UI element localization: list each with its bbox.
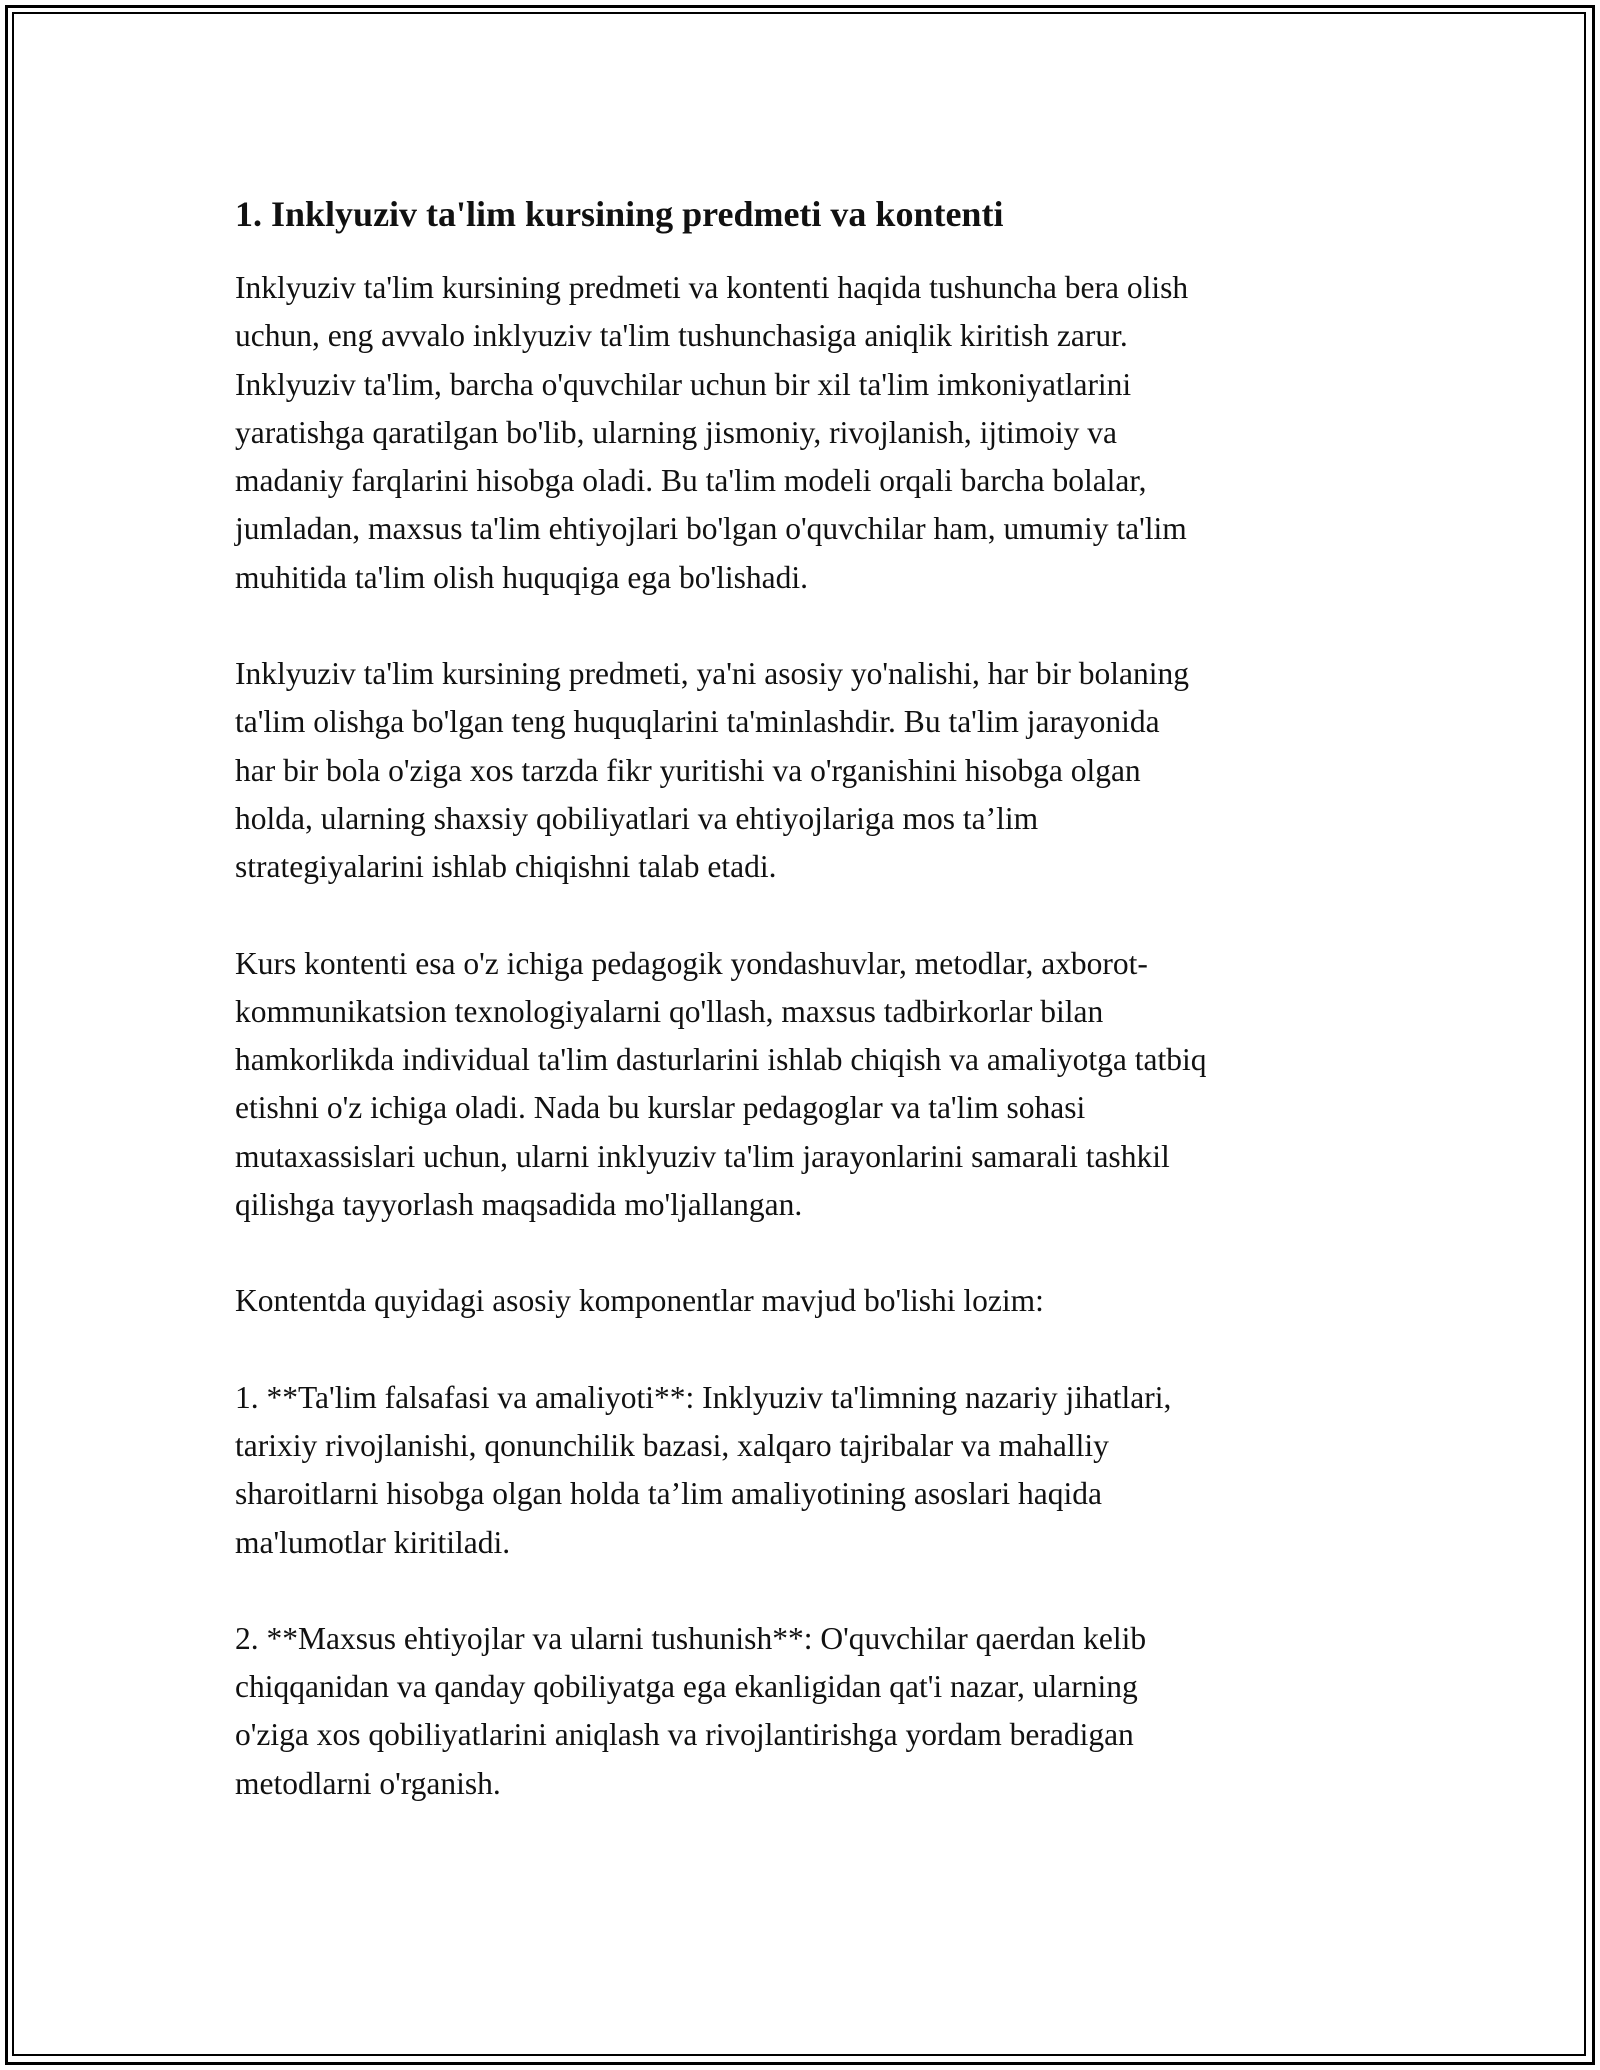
section-heading: 1. Inklyuziv ta'lim kursining predmeti va kontenti bbox=[235, 194, 1004, 234]
paragraph-components-intro: Kontentda quyidagi asosiy komponentlar mavjud bo'lishi lozim: bbox=[235, 1283, 1044, 1319]
paragraph-intro: Inklyuziv ta'lim kursining predmeti va kontenti haqida tushuncha bera olish uchun, eng avvalo inklyuziv ta'lim tushunchasiga aniqlik kiritish zarur. Inklyuziv ta'lim, barcha o'quvchilar uchun bir xil ta'lim imkoniyatlarini yaratishga qaratilgan bo'lib, ularning jismoniy, rivojlanish, ijtimoiy va madaniy farqlarini hisobga oladi. Bu ta'lim modeli orqali barcha bolalar, jumladan, maxsus ta'lim ehtiyojlari bo'lgan o'quvchilar ham, umumiy ta'lim muhitida ta'lim olish huquqiga ega bo'lishadi. bbox=[235, 270, 1189, 595]
paragraph-content: Kurs kontenti esa o'z ichiga pedagogik yondashuvlar, metodlar, axborot- kommunikatsion texnologiyalarni qo'llash, maxsus tadbirkorlar bilan hamkorlikda individual ta'lim dasturlarini ishlab chiqish va amaliyotga tatbiq etishni o'z ichiga oladi. Nada bu kurslar pedagoglar va ta'lim sohasi mutaxassislari uchun, ularni inklyuziv ta'lim jarayonlarini samarali tashkil qilishga tayyorlash maqsadida mo'ljallangan. bbox=[235, 945, 1207, 1223]
list-item-special-needs: 2. **Maxsus ehtiyojlar va ularni tushunish**: O'quvchilar qaerdan kelib chiqqanidan va qanday qobiliyatga ega ekanligidan qat'i nazar, ularning o'ziga xos qobiliyatlarini aniqlash va rivojlantirishga yordam beradigan metodlarni o'rganish. bbox=[235, 1620, 1147, 1801]
list-item-philosophy: 1. **Ta'lim falsafasi va amaliyoti**: Inklyuziv ta'limning nazariy jihatlari, tarixiy rivojlanishi, qonunchilik bazasi, xalqaro tajribalar va mahalliy sharoitlarni hisobga olgan holda ta’lim amaliyotining asoslari haqida ma'lumotlar kiritiladi. bbox=[235, 1379, 1172, 1560]
document-page bbox=[235, 190, 1385, 1856]
paragraph-subject: Inklyuziv ta'lim kursining predmeti, ya'ni asosiy yo'nalishi, har bir bolaning ta'lim olishga bo'lgan teng huquqlarini ta'minlashdir. Bu ta'lim jarayonida har bir bola o'ziga xos tarzda fikr yuritishi va o'rganishini hisobga olgan holda, ularning shaxsiy qobiliyatlari va ehtiyojlariga mos ta’lim strategiyalarini ishlab chiqishni talab etadi. bbox=[235, 656, 1189, 885]
